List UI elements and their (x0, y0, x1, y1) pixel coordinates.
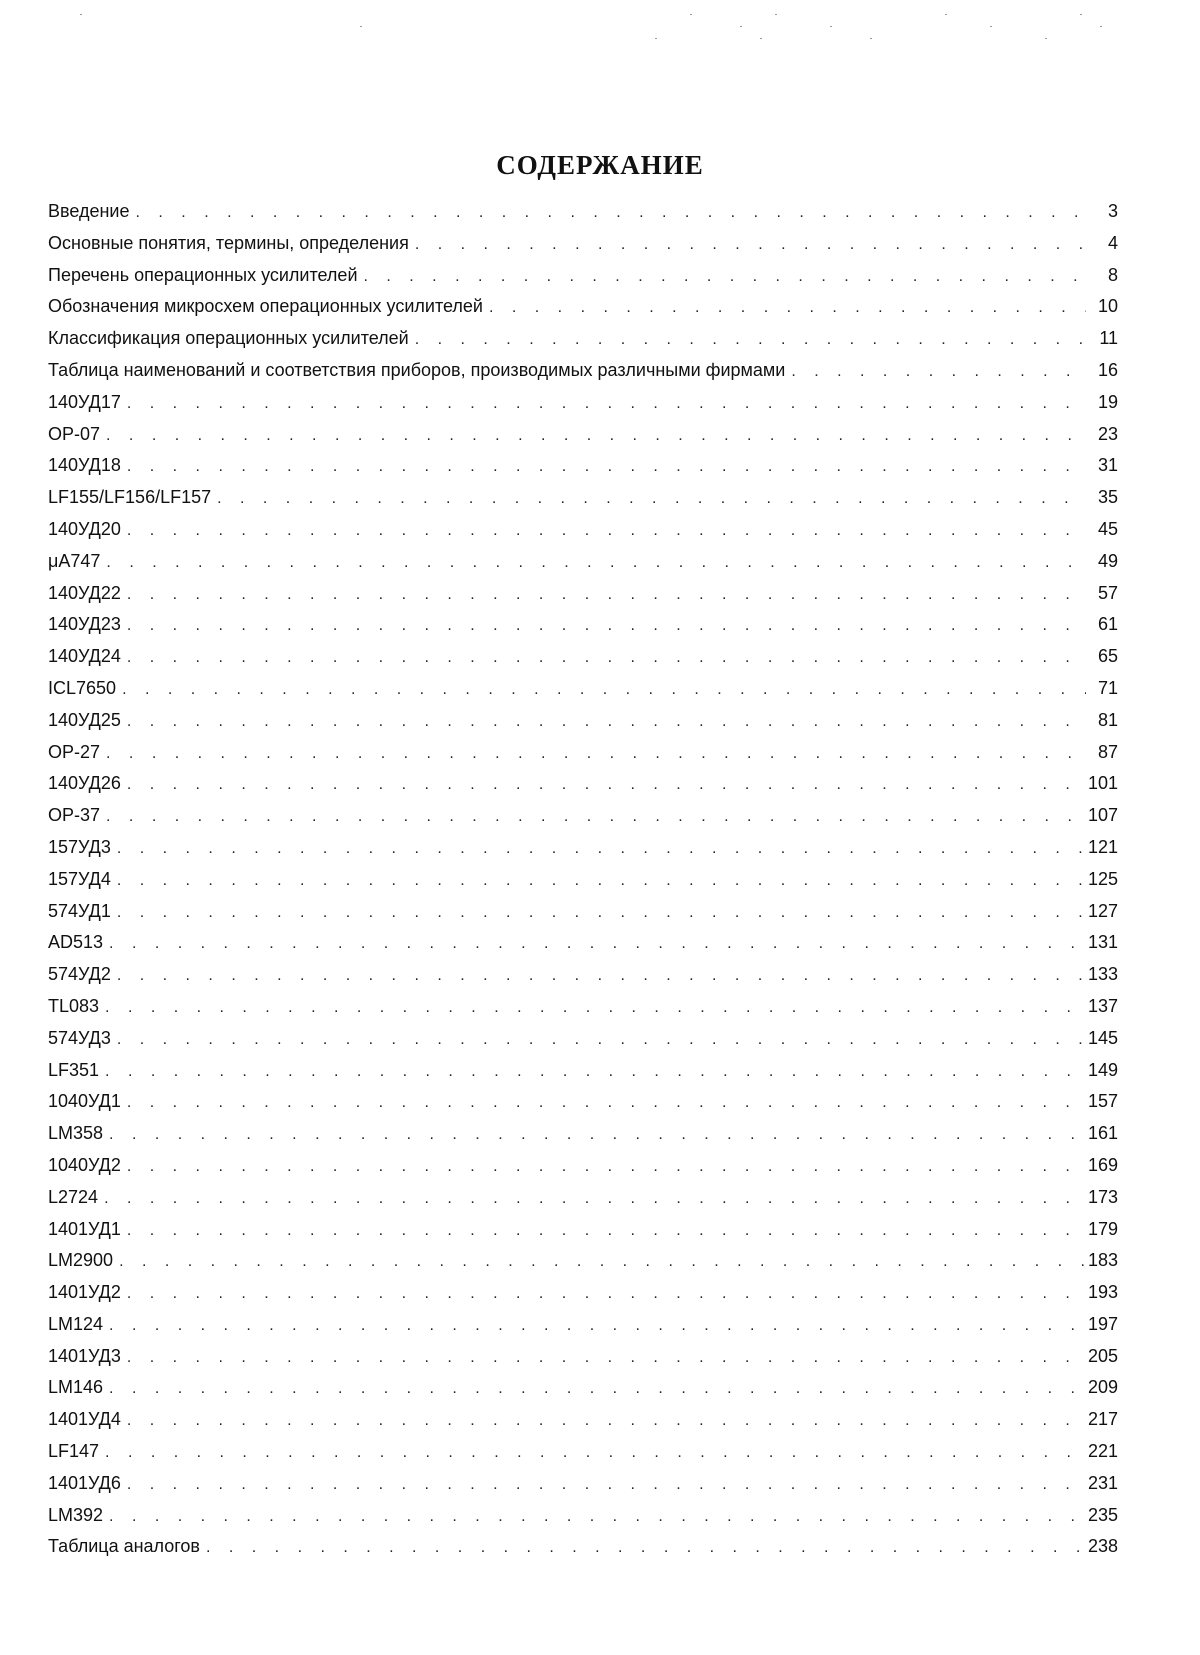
toc-entry-title: 140УД17 (48, 391, 121, 412)
toc-entry-page-number: 16 (1097, 359, 1118, 380)
toc-entry-title: 1401УД3 (48, 1345, 121, 1366)
toc-entry-page-number: 133 (1087, 964, 1118, 985)
toc-entry-page-number: 3 (1107, 201, 1118, 221)
toc-entry[interactable] (48, 1277, 1118, 1309)
dot-leader (127, 515, 1086, 547)
dot-leader (127, 642, 1086, 674)
toc-entry-title: 1401УД1 (48, 1218, 121, 1239)
toc-entry-title: LM124 (48, 1313, 104, 1334)
scan-speck (990, 26, 992, 27)
toc-entry-page-number: 149 (1087, 1059, 1118, 1080)
toc-entry-title: LM146 (48, 1377, 104, 1398)
toc-entry-title: LM2900 (48, 1250, 114, 1271)
toc-entry-title: OP-37 (48, 805, 101, 826)
scan-speck (775, 14, 777, 15)
toc-entry-page-number: 49 (1097, 550, 1118, 571)
toc-entry-page-number: 173 (1087, 1186, 1118, 1207)
toc-entry-title: L2724 (48, 1186, 99, 1207)
toc-entry-page-number: 125 (1087, 868, 1118, 889)
toc-entry-page-number: 205 (1087, 1345, 1118, 1366)
toc-entry-page-number: 8 (1107, 264, 1118, 285)
toc-entry-page-number: 61 (1097, 614, 1118, 635)
toc-entry[interactable] (48, 291, 1118, 323)
toc-entry-title: 1040УД2 (48, 1154, 121, 1175)
dot-leader (364, 261, 1087, 293)
dot-leader (127, 579, 1086, 611)
toc-entry-title: Таблица аналогов (48, 1536, 200, 1557)
dot-leader (127, 769, 1086, 801)
toc-entry[interactable] (48, 1214, 1118, 1246)
dot-leader (127, 1342, 1086, 1374)
toc-entry[interactable] (48, 482, 1118, 514)
dot-leader (105, 1056, 1086, 1088)
toc-entry-page-number: 4 (1107, 232, 1118, 253)
toc-entry[interactable] (48, 1086, 1118, 1118)
toc-entry-page-number: 137 (1087, 995, 1118, 1016)
toc-entry[interactable] (48, 1468, 1118, 1500)
toc-entry-title: 140УД25 (48, 709, 121, 730)
dot-leader (117, 897, 1086, 929)
scan-speck (1080, 14, 1082, 15)
toc-entry-page-number: 10 (1097, 296, 1118, 317)
toc-entry-title: 574УД2 (48, 964, 111, 985)
dot-leader (106, 547, 1086, 579)
dot-leader (127, 451, 1086, 483)
toc-entry-page-number: 221 (1087, 1441, 1118, 1462)
toc-entry-title: Основные понятия, термины, определения (48, 232, 409, 253)
toc-entry-page-number: 145 (1087, 1027, 1118, 1048)
dot-leader (127, 610, 1086, 642)
toc-entry[interactable] (48, 864, 1118, 896)
toc-entry[interactable] (48, 609, 1118, 641)
toc-entry-title: OP-27 (48, 741, 101, 762)
toc-entry-title: 157УД3 (48, 836, 111, 857)
toc-entry[interactable] (48, 1372, 1118, 1404)
scan-speck (740, 26, 742, 27)
dot-leader (127, 1278, 1086, 1310)
toc-entry[interactable] (48, 578, 1118, 610)
toc-entry-page-number: 23 (1097, 423, 1118, 444)
toc-entry-title: 574УД1 (48, 900, 111, 921)
toc-entry-page-number: 131 (1087, 932, 1118, 953)
toc-entry-title: LF351 (48, 1059, 100, 1080)
toc-entry[interactable] (48, 1023, 1118, 1055)
toc-entry-page-number: 209 (1087, 1377, 1118, 1398)
dot-leader (109, 928, 1086, 960)
dot-leader (109, 1310, 1086, 1342)
toc-entry[interactable] (48, 514, 1118, 546)
toc-entry[interactable] (48, 1182, 1118, 1214)
toc-entry[interactable] (48, 1150, 1118, 1182)
toc-entry[interactable] (48, 1500, 1118, 1532)
toc-entry-page-number: 65 (1097, 646, 1118, 667)
toc-entry-title: ICL7650 (48, 677, 117, 698)
dot-leader (117, 865, 1086, 897)
toc-entry-page-number: 101 (1087, 773, 1118, 794)
toc-entry-title: Перечень операционных усилителей (48, 264, 358, 285)
toc-entry-title: 1401УД4 (48, 1409, 121, 1430)
toc-entry-title: AD513 (48, 932, 104, 953)
toc-entry[interactable] (48, 673, 1118, 705)
toc-entry[interactable] (48, 1404, 1118, 1436)
toc-entry-page-number: 197 (1087, 1313, 1118, 1334)
toc-entry-title: μA747 (48, 550, 101, 571)
dot-leader (415, 324, 1086, 356)
scan-speck (690, 14, 692, 15)
toc-entry[interactable] (48, 705, 1118, 737)
dot-leader (105, 992, 1086, 1024)
toc-entry-page-number: 183 (1087, 1250, 1118, 1271)
scan-speck (80, 14, 82, 15)
toc-entry-title: Обозначения микросхем операционных усилителей (48, 296, 483, 317)
dot-leader (117, 960, 1086, 992)
toc-entry[interactable] (48, 1341, 1118, 1373)
dot-leader (117, 833, 1086, 865)
toc-entry-title: 1040УД1 (48, 1091, 121, 1112)
toc-entry-page-number: 161 (1087, 1123, 1118, 1144)
toc-entry-title: Классификация операционных усилителей (48, 328, 409, 349)
dot-leader (105, 1437, 1086, 1469)
toc-entry-title: 1401УД2 (48, 1282, 121, 1303)
toc-entry-page-number: 19 (1097, 391, 1118, 412)
toc-entry[interactable] (48, 1436, 1118, 1468)
dot-leader (127, 1215, 1086, 1247)
toc-entry[interactable] (48, 1531, 1118, 1563)
page-title: СОДЕРЖАНИЕ (496, 150, 704, 180)
toc-entry-title: 1401УД6 (48, 1472, 121, 1493)
toc-entry[interactable] (48, 228, 1118, 260)
scan-speck (1100, 26, 1102, 27)
dot-leader (106, 738, 1086, 770)
dot-leader (217, 483, 1086, 515)
dot-leader (109, 1119, 1086, 1151)
toc-entry-page-number: 179 (1087, 1218, 1118, 1239)
toc-entry[interactable] (48, 546, 1118, 578)
scan-speck (870, 38, 872, 39)
toc-entry[interactable] (48, 1055, 1118, 1087)
toc-entry-title: 140УД22 (48, 582, 121, 603)
toc-entry[interactable] (48, 355, 1118, 387)
toc-entry-page-number: 35 (1097, 487, 1118, 508)
toc-entry-page-number: 169 (1087, 1154, 1118, 1175)
toc-entry-page-number: 238 (1087, 1536, 1118, 1557)
dot-leader (109, 1501, 1086, 1533)
toc-entry-page-number: 121 (1087, 836, 1118, 857)
toc-entry[interactable] (48, 737, 1118, 769)
dot-leader (127, 1151, 1086, 1183)
toc-entry[interactable] (48, 832, 1118, 864)
dot-leader (415, 229, 1086, 261)
dot-leader (127, 706, 1086, 738)
toc-entry[interactable] (48, 450, 1118, 482)
toc-entry-page-number: 31 (1097, 455, 1118, 476)
toc-entry-page-number: 157 (1087, 1091, 1118, 1112)
dot-leader (136, 197, 1086, 229)
toc-entry[interactable] (48, 323, 1118, 355)
toc-entry-page-number: 193 (1087, 1282, 1118, 1303)
scan-speck (1045, 38, 1047, 39)
dot-leader (206, 1532, 1086, 1564)
toc-entry-page-number: 127 (1087, 900, 1118, 921)
scan-speck (360, 26, 362, 27)
toc-entry[interactable] (48, 1245, 1118, 1277)
dot-leader (489, 292, 1086, 324)
toc-entry-title: 140УД23 (48, 614, 121, 635)
toc-entry-page-number: 217 (1087, 1409, 1118, 1430)
toc-entry-page-number: 107 (1087, 805, 1118, 826)
toc-entry-page-number: 231 (1087, 1472, 1118, 1493)
toc-entry-title: Таблица наименований и соответствия приборов, производимых различными фирмами (48, 359, 786, 380)
toc-entry[interactable] (48, 991, 1118, 1023)
toc-entry-page-number: 87 (1097, 741, 1118, 762)
table-of-contents (48, 196, 1118, 1563)
dot-leader (127, 1405, 1086, 1437)
toc-entry[interactable] (48, 1309, 1118, 1341)
toc-entry-title: 157УД4 (48, 868, 111, 889)
toc-entry[interactable] (48, 641, 1118, 673)
toc-entry[interactable] (48, 260, 1118, 292)
scan-speck (830, 26, 832, 27)
toc-entry-title: LF147 (48, 1441, 100, 1462)
toc-entry[interactable] (48, 959, 1118, 991)
toc-entry-title: LM358 (48, 1123, 104, 1144)
toc-entry[interactable] (48, 927, 1118, 959)
toc-entry-page-number: 81 (1097, 709, 1118, 730)
toc-entry-page-number: 45 (1097, 518, 1118, 539)
toc-entry-title: 140УД18 (48, 455, 121, 476)
toc-entry[interactable] (48, 800, 1118, 832)
scan-noise (0, 14, 1200, 54)
toc-entry[interactable] (48, 896, 1118, 928)
toc-entry[interactable] (48, 196, 1118, 228)
dot-leader (117, 1024, 1086, 1056)
toc-entry-page-number: 71 (1097, 677, 1118, 698)
toc-entry-title: LF155/LF156/LF157 (48, 487, 212, 508)
toc-entry-title: Введение (48, 201, 130, 221)
dot-leader (127, 1087, 1086, 1119)
dot-leader (127, 388, 1086, 420)
toc-entry[interactable] (48, 419, 1118, 451)
dot-leader (122, 674, 1086, 706)
dot-leader (119, 1246, 1086, 1278)
toc-entry-title: 140УД26 (48, 773, 121, 794)
toc-entry-title: 140УД24 (48, 646, 121, 667)
toc-entry-title: LM392 (48, 1504, 104, 1525)
scan-speck (655, 38, 657, 39)
toc-entry[interactable] (48, 1118, 1118, 1150)
toc-entry-page-number: 57 (1097, 582, 1118, 603)
dot-leader (106, 420, 1086, 452)
scan-speck (945, 14, 947, 15)
dot-leader (106, 801, 1086, 833)
toc-entry-title: 574УД3 (48, 1027, 111, 1048)
toc-entry-title: OP-07 (48, 423, 101, 444)
scan-speck (760, 38, 762, 39)
toc-entry-page-number: 11 (1099, 328, 1118, 349)
toc-entry-title: 140УД20 (48, 518, 121, 539)
toc-entry[interactable] (48, 387, 1118, 419)
dot-leader (791, 356, 1086, 388)
toc-entry[interactable] (48, 768, 1118, 800)
dot-leader (104, 1183, 1086, 1215)
toc-entry-page-number: 235 (1087, 1504, 1118, 1525)
toc-entry-title: TL083 (48, 995, 100, 1016)
dot-leader (109, 1373, 1086, 1405)
dot-leader (127, 1469, 1086, 1501)
